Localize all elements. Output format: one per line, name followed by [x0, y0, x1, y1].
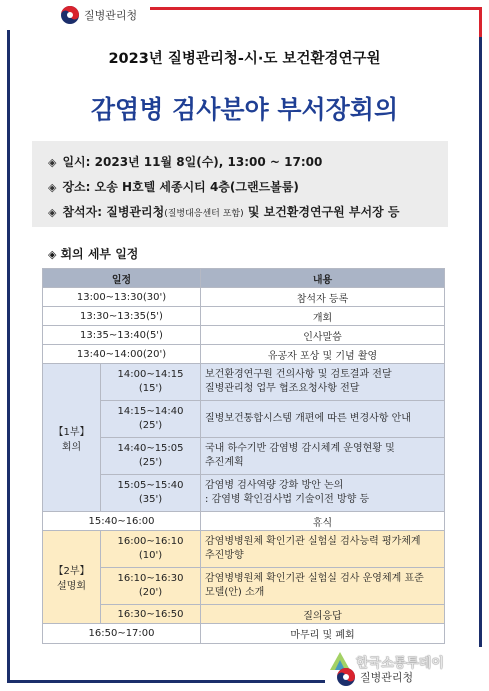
- attendee-note: (질병대응센터 포함): [164, 209, 244, 219]
- table-row: 13:35~13:40(5') 인사말씀: [43, 326, 445, 345]
- table-row: 【1부】 회의 14:00~14:15 (15') 보건환경연구원 건의사항 및 검토결과 전달 질병관리청 업무 협조요청사항 전달: [43, 364, 445, 401]
- table-row: 16:10~16:30 (20') 감염병병원체 확인기관 실험실 검사 운영체계 표준 모델(안) 소개: [43, 568, 445, 605]
- place-label: 장소:: [62, 180, 91, 194]
- taegeuk-emblem-icon: [336, 667, 356, 687]
- table-row: 15:05~15:40 (35') 감염병 검사역량 강화 방안 논의 : 감염병 확인검사법 기술이전 방향 등: [43, 475, 445, 512]
- table-row: 15:40~16:00 휴식: [43, 512, 445, 531]
- diamond-bullet-icon: ◈: [48, 248, 57, 261]
- kdca-logo-bottom: [336, 665, 413, 689]
- col-header-content: 내용: [201, 269, 445, 288]
- event-info-box: [32, 141, 448, 227]
- frame-bottom-navy-line: [7, 680, 325, 683]
- kdca-logo-text: 질병관리청: [84, 9, 138, 22]
- attendee-line: [48, 203, 399, 220]
- place-line: [48, 178, 299, 195]
- attendee-value-rest: 및 보건환경연구원 부서장 등: [247, 205, 400, 219]
- diamond-bullet-icon: ◈: [48, 156, 57, 169]
- date-value: 2023년 11월 8일(수), 13:00 ~ 17:00: [94, 155, 323, 169]
- frame-right-red-line: [479, 7, 482, 37]
- kdca-logo-top: [60, 3, 137, 27]
- page-title: 감염병 검사분야 부서장회의: [90, 95, 399, 124]
- taegeuk-emblem-icon: [60, 5, 80, 25]
- table-header-row: [43, 269, 445, 288]
- part2-label: 【2부】 설명회: [43, 531, 101, 624]
- table-row: 13:30~13:35(5') 개회: [43, 307, 445, 326]
- attendee-value: 질병관리청: [106, 205, 165, 219]
- frame-right-navy-line: [479, 37, 482, 647]
- table-row: 16:30~16:50 질의응답: [43, 605, 445, 624]
- table-row: 14:15~14:40 (25') 질병보건통합시스템 개편에 따른 변경사항 안내: [43, 401, 445, 438]
- part1-label: 【1부】 회의: [43, 364, 101, 512]
- kdca-logo-text: 질병관리청: [360, 671, 414, 684]
- place-value: 오송 H호텔 세종시티 4층(그랜드볼룸): [94, 180, 299, 194]
- diamond-bullet-icon: ◈: [48, 181, 57, 194]
- table-row: 16:50~17:00 마무리 및 폐회: [43, 624, 445, 644]
- attendee-label: 참석자:: [62, 205, 103, 219]
- diamond-bullet-icon: ◈: [48, 206, 57, 219]
- table-row: 13:00~13:30(30') 참석자 등록: [43, 288, 445, 307]
- table-row: 【2부】 설명회 16:00~16:10 (10') 감염병병원체 확인기관 실험실 검사능력 평가체계 추진방향: [43, 531, 445, 568]
- subtitle: 2023년 질병관리청-시·도 보건환경연구원: [108, 51, 381, 67]
- frame-left-navy-line: [7, 30, 10, 682]
- col-header-time: 일정: [43, 269, 201, 288]
- schedule-heading: ◈ 회의 세부 일정: [48, 247, 139, 261]
- table-row: 14:40~15:05 (25') 국내 하수기반 감염병 감시체계 운영현황 및 추진계획: [43, 438, 445, 475]
- date-line: [48, 153, 322, 170]
- table-row: 13:40~14:00(20') 유공자 포상 및 기념 촬영: [43, 345, 445, 364]
- watermark: 한국소통투데이: [328, 650, 444, 672]
- date-label: 일시:: [62, 155, 91, 169]
- frame-top-red-line: [150, 7, 482, 10]
- schedule-table: [42, 268, 445, 644]
